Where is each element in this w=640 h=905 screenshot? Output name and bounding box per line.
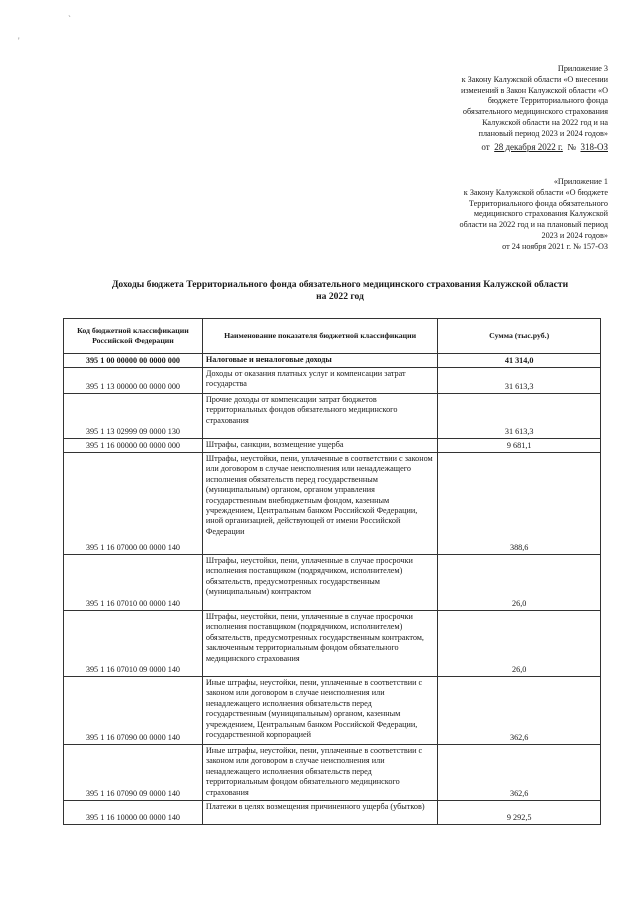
row-sum: 31 613,3 — [438, 394, 601, 439]
law-date-line — [408, 142, 608, 153]
title-line-2: на 2022 год — [316, 291, 364, 302]
table-row — [64, 394, 601, 439]
row-name: Прочие доходы от компенсации затрат бюджетов территориальных фондов обязательного медицинского страхования — [202, 394, 437, 439]
table-row — [64, 368, 601, 394]
row-name: Штрафы, санкции, возмещение ущерба — [202, 439, 437, 453]
row-code: 395 1 16 07090 00 0000 140 — [64, 677, 203, 745]
row-sum: 31 613,3 — [438, 368, 601, 394]
row-sum: 26,0 — [438, 611, 601, 677]
header-name: Наименование показателя бюджетной классификации — [202, 319, 437, 354]
header-line: Приложение 3 — [557, 64, 608, 73]
header-line: изменений в Закон Калужской области «О — [460, 85, 608, 95]
table-header-row — [64, 319, 601, 354]
document-title — [70, 279, 610, 303]
row-sum: 41 314,0 — [438, 354, 601, 368]
header-line: бюджете Территориального фонда — [487, 96, 608, 106]
row-code: 395 1 16 07010 09 0000 140 — [64, 611, 203, 677]
row-code: 395 1 16 07010 00 0000 140 — [64, 555, 203, 611]
row-code: 395 1 16 10000 00 0000 140 — [64, 801, 203, 825]
table-row — [64, 439, 601, 453]
header-line: к Закону Калужской области «О бюджете — [463, 187, 608, 197]
table-row — [64, 611, 601, 677]
row-name: Налоговые и неналоговые доходы — [202, 354, 437, 368]
appendix-3-header — [408, 64, 608, 152]
table-row — [64, 801, 601, 825]
row-sum: 388,6 — [438, 453, 601, 555]
table-row — [64, 677, 601, 745]
header-line: 2023 и 2024 годов» — [541, 230, 608, 240]
header-line: Территориального фонда обязательного — [468, 198, 608, 208]
date-prefix: от — [481, 141, 490, 152]
law-date: 28 декабря 2022 г. — [494, 141, 563, 152]
row-name: Иные штрафы, неустойки, пени, уплаченные в соответствии с законом или договором в случае неисполнения или ненадлежащего исполнения обязательств перед государственным (муниципальным) органом, казенным учреждением, Центральным банком Российской Федерации, государственной корпорацией — [202, 677, 437, 745]
row-code: 395 1 13 00000 00 0000 000 — [64, 368, 203, 394]
row-name: Штрафы, неустойки, пени, уплаченные в соответствии с законом или договором в случае неисполнения или ненадлежащего исполнения обязательств перед государственным (муниципальным) органом, органом управления государственным внебюджетным фондом, казенным учреждением, Центральным банком Российской Федерации, иной организацией, действующей от имени Российской Федерации — [202, 453, 437, 555]
row-sum: 26,0 — [438, 555, 601, 611]
header-line: обязательного медицинского страхования — [462, 107, 608, 117]
header-line: от 24 ноября 2021 г. № 157-ОЗ — [502, 241, 608, 251]
row-name: Штрафы, неустойки, пени, уплаченные в случае просрочки исполнения поставщиком (подрядчиком, исполнителем) обязательств, предусмотренных государственным (муниципальным) контрактом — [202, 555, 437, 611]
table-row — [64, 453, 601, 555]
row-sum: 362,6 — [438, 745, 601, 801]
row-code: 395 1 00 00000 00 0000 000 — [64, 354, 203, 368]
row-name: Доходы от оказания платных услуг и компенсации затрат государства — [202, 368, 437, 394]
header-sum: Сумма (тыс.руб.) — [438, 319, 601, 354]
row-code: 395 1 16 07090 09 0000 140 — [64, 745, 203, 801]
header-line: «Приложение 1 — [553, 177, 608, 186]
header-line: плановый период 2023 и 2024 годов» — [478, 128, 608, 138]
table-row — [64, 354, 601, 368]
scan-mark: ` — [68, 14, 71, 24]
row-code: 395 1 16 00000 00 0000 000 — [64, 439, 203, 453]
table-row — [64, 745, 601, 801]
header-line: Калужской области на 2022 год и на — [482, 117, 608, 127]
revenue-table — [63, 318, 601, 825]
row-name: Иные штрафы, неустойки, пени, уплаченные в соответствии с законом или договором в случае неисполнения или ненадлежащего исполнения обязательств перед территориальным фондом обязательного медицинского страхования — [202, 745, 437, 801]
row-code: 395 1 16 07000 00 0000 140 — [64, 453, 203, 555]
header-line: к Закону Калужской области «О внесении — [461, 74, 608, 84]
row-code: 395 1 13 02999 09 0000 130 — [64, 394, 203, 439]
table-row — [64, 555, 601, 611]
row-name: Платежи в целях возмещения причиненного ущерба (убытков) — [202, 801, 437, 825]
row-sum: 362,6 — [438, 677, 601, 745]
law-number: 318-ОЗ — [580, 141, 608, 152]
title-line-1: Доходы бюджета Территориального фонда обязательного медицинского страхования Калужской области — [111, 279, 569, 290]
scan-mark: ' — [18, 36, 20, 46]
number-prefix: № — [567, 141, 576, 152]
header-line: области на 2022 год и на плановый период — [459, 220, 608, 230]
row-sum: 9 292,5 — [438, 801, 601, 825]
row-sum: 9 681,1 — [438, 439, 601, 453]
row-name: Штрафы, неустойки, пени, уплаченные в случае просрочки исполнения поставщиком (подрядчиком, исполнителем) обязательств, предусмотренных государственным контрактом, заключенным территориальным фондом обязательного медицинского страхования — [202, 611, 437, 677]
header-code: Код бюджетной классификации Российской Федерации — [64, 319, 203, 354]
appendix-1-header — [408, 177, 608, 253]
header-line: медицинского страхования Калужской — [473, 209, 608, 219]
